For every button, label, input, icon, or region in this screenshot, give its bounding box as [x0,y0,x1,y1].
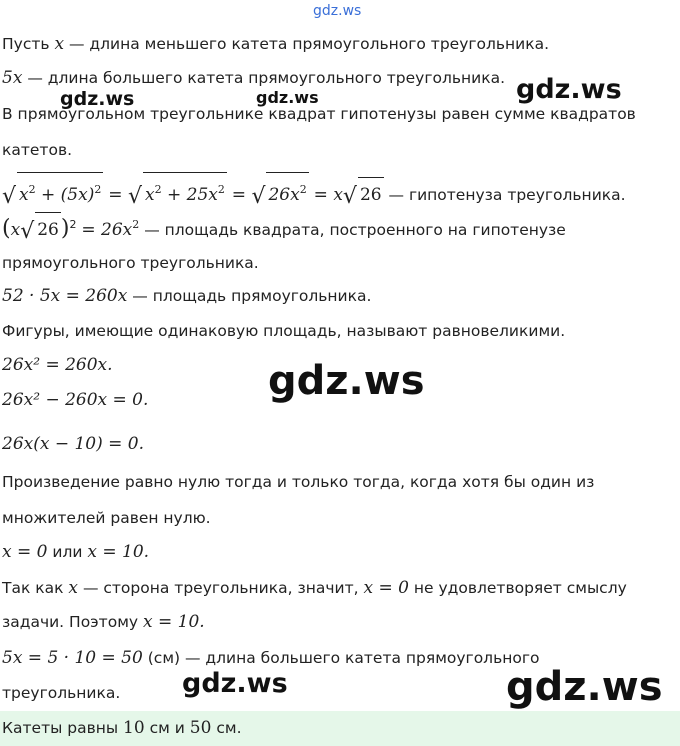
line-14: множителей равен нулю. [2,509,211,527]
line-13: Произведение равно нулю тогда и только тогда, когда хотя бы один из [2,473,595,491]
line-5-hypotenuse: √ $x^2 + (5x)^2$ = √ $x^2 + 25x^2$ = √ $26x^2 = x√$ 26 — гипотенуза треугольника. [2,172,626,206]
line-1: Пусть x — длина меньшего катета прямоугольного треугольника. [2,34,550,54]
watermark-top: gdz.ws [313,3,362,19]
watermark-2: gdz.ws [256,88,319,107]
watermark-3: gdz.ws [516,74,622,105]
watermark-5: gdz.ws [182,668,288,699]
line-2: 5x — длина большего катета прямоугольного треугольника. [2,68,505,88]
line-18: 5x = 5 · 10 = 50 (см) — длина большего катета прямоугольного [2,648,540,668]
watermark-6: gdz.ws [506,664,663,710]
answer-line: Катеты равны 10 см и 50 см. [2,718,242,738]
line-4: катетов. [2,141,72,159]
line-8: 52 · 5x = 260x — площадь прямоугольника. [2,286,372,306]
line-17: задачи. Поэтому x = 10. [2,612,205,632]
line-9: Фигуры, имеющие одинаковую площадь, называют равновеликими. [2,322,566,340]
line-7: прямоугольного треугольника. [2,254,259,272]
line-11: 26x² − 260x = 0. [2,390,149,410]
line-3: В прямоугольном треугольнике квадрат гипотенузы равен сумме квадратов [2,105,636,123]
line-12: 26x(x − 10) = 0. [2,434,145,454]
line-6-square-area: (x√ $26)^2 = 26x^2$ — площадь квадрата, построенного на гипотенузе [2,208,566,242]
line-16: Так как x — сторона треугольника, значит, x = 0 не удовлетворяет смыслу [2,578,627,598]
line-10: 26x² = 260x. [2,355,113,375]
line-19: треугольника. [2,684,121,702]
line-15: x = 0 или x = 10. [2,542,150,562]
watermark-1: gdz.ws [60,88,135,110]
watermark-big: gdz.ws [268,358,425,404]
